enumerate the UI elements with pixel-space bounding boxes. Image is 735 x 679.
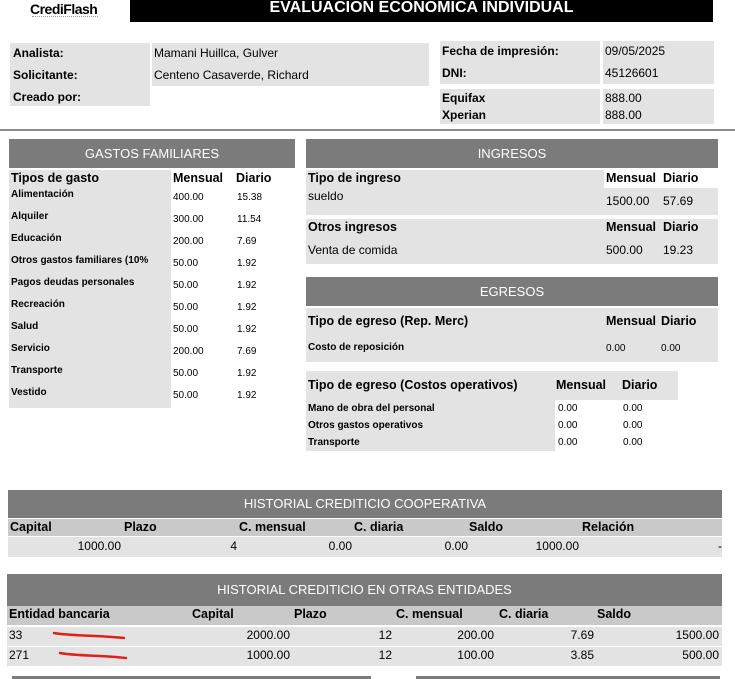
equifax-label: Equifax [442, 91, 486, 105]
egresos-col-tipo: Tipo de egreso (Rep. Merc) [308, 314, 469, 328]
ingresos-col-diario: Diario [663, 171, 699, 185]
gastos-row-tipo: Pagos deudas personales [11, 277, 135, 288]
otros-ingresos-diario: 19.23 [663, 243, 694, 257]
solicitante-value: Centeno Casaverde, Richard [154, 68, 309, 82]
hist-otras-col-header: C. diaria [499, 607, 549, 621]
gastos-row-tipo: Servicio [11, 343, 50, 354]
crediflash-logo: CrediFlash [30, 1, 98, 17]
egresos-col-diario: Diario [661, 314, 697, 328]
dni-value: 45126601 [605, 66, 659, 80]
hist-coop-col-header: C. diaria [354, 520, 404, 534]
costos-op-row-mensual: 0.00 [558, 437, 578, 448]
hist-coop-col-header: Saldo [469, 520, 504, 534]
hist-otras-title: HISTORIAL CREDITICIO EN OTRAS ENTIDADES [7, 574, 722, 606]
gastos-title: GASTOS FAMILIARES [9, 139, 295, 168]
gastos-col-tipo: Tipos de gasto [11, 171, 99, 185]
costos-op-row-diario: 0.00 [623, 403, 643, 414]
hist-otras-cell: 1000.00 [246, 648, 290, 662]
egresos-tipo: Costo de reposición [308, 342, 405, 353]
gastos-row-mensual: 50.00 [173, 258, 199, 269]
gastos-row-mensual: 200.00 [173, 346, 204, 357]
gastos-row-tipo: Alimentación [11, 189, 74, 200]
gastos-row-tipo: Otros gastos familiares (10% [11, 255, 149, 266]
creado-por-label: Creado por: [13, 90, 82, 104]
ingresos-tipo: sueldo [308, 189, 344, 203]
ingresos-title: INGRESOS [306, 139, 718, 168]
fecha-value: 09/05/2025 [605, 44, 666, 58]
costos-op-col-mensual: Mensual [556, 378, 607, 392]
hist-otras-col-header: Plazo [294, 607, 327, 621]
hist-otras-cell: 1500.00 [675, 628, 719, 642]
gastos-row-diario: 1.92 [237, 302, 257, 313]
gastos-row-diario: 1.92 [237, 280, 257, 291]
gastos-row-tipo: Recreación [11, 299, 65, 310]
gastos-row-mensual: 50.00 [173, 280, 199, 291]
hist-coop-cell: 0.00 [328, 539, 352, 553]
costos-op-row-tipo: Otros gastos operativos [308, 420, 424, 431]
hist-otras-entidad: 33 [9, 628, 23, 642]
egresos-mensual: 0.00 [606, 343, 626, 354]
red-underline-mark [60, 653, 126, 658]
hist-coop-col-header: Relación [582, 520, 635, 534]
hist-otras-cell: 12 [378, 648, 392, 662]
analista-label: Analista: [13, 46, 64, 60]
gastos-row-tipo: Salud [11, 321, 39, 332]
hist-coop-title: HISTORIAL CREDITICIO COOPERATIVA [8, 490, 722, 518]
otros-ingresos-mensual: 500.00 [606, 243, 643, 257]
gastos-row-mensual: 50.00 [173, 324, 199, 335]
xperian-value: 888.00 [605, 108, 642, 122]
hist-coop-col-header: Capital [10, 520, 52, 534]
otros-ingresos-tipo: Venta de comida [308, 243, 398, 257]
hist-coop-col-header: C. mensual [239, 520, 306, 534]
ingresos-mensual: 1500.00 [606, 194, 650, 208]
equifax-value: 888.00 [605, 91, 642, 105]
otros-mensual-col: Mensual [606, 220, 657, 234]
hist-coop-cell: 0.00 [444, 539, 468, 553]
egresos-title: EGRESOS [306, 277, 718, 306]
hist-otras-cell: 200.00 [457, 628, 494, 642]
otros-ingresos-col: Otros ingresos [308, 220, 397, 234]
hist-otras-col-header: C. mensual [396, 607, 463, 621]
costos-op-col-tipo: Tipo de egreso (Costos operativos) [308, 378, 518, 392]
hist-otras-cell: 12 [378, 628, 392, 642]
gastos-row-diario: 1.92 [237, 324, 257, 335]
gastos-row-diario: 1.92 [237, 368, 257, 379]
hist-otras-col-header: Capital [192, 607, 234, 621]
gastos-row-tipo: Educación [11, 233, 62, 244]
hist-otras-cell: 3.85 [570, 648, 594, 662]
costos-op-row-mensual: 0.00 [558, 420, 578, 431]
gastos-row-tipo: Transporte [11, 365, 63, 376]
gastos-row-diario: 7.69 [237, 346, 257, 357]
gastos-row-mensual: 400.00 [173, 192, 204, 203]
gastos-row-mensual: 300.00 [173, 214, 204, 225]
costos-op-col-diario: Diario [622, 378, 658, 392]
gastos-row-mensual: 50.00 [173, 390, 199, 401]
gastos-row-mensual: 50.00 [173, 368, 199, 379]
hist-otras-cell: 100.00 [457, 648, 494, 662]
gastos-row-diario: 15.38 [237, 192, 263, 203]
gastos-row-tipo: Alquiler [11, 211, 49, 222]
page-title: EVALUACIÓN ECONÓMICA INDIVIDUAL [130, 0, 713, 22]
hist-otras-entidad: 271 [9, 648, 30, 662]
costos-op-row-diario: 0.00 [623, 437, 643, 448]
gastos-row-diario: 1.92 [237, 390, 257, 401]
hist-otras-col-header: Entidad bancaria [9, 607, 110, 621]
analista-value: Mamani Huillca, Gulver [154, 46, 279, 60]
fecha-label: Fecha de impresión: [442, 44, 559, 58]
hist-otras-col-header: Saldo [597, 607, 632, 621]
xperian-label: Xperian [442, 108, 487, 122]
hist-coop-col-header: Plazo [124, 520, 157, 534]
egresos-diario: 0.00 [661, 343, 681, 354]
costos-op-row-tipo: Transporte [308, 437, 360, 448]
hist-otras-cell: 2000.00 [246, 628, 290, 642]
red-underline-mark [54, 633, 124, 638]
ingresos-col-mensual: Mensual [606, 171, 657, 185]
gastos-row-mensual: 200.00 [173, 236, 204, 247]
solicitante-label: Solicitante: [13, 68, 78, 82]
costos-op-row-tipo: Mano de obra del personal [308, 403, 435, 414]
hist-coop-cell: 1000.00 [535, 539, 579, 553]
hist-coop-cell: 4 [230, 539, 237, 553]
hist-otras-cell: 7.69 [570, 628, 594, 642]
gastos-row-diario: 11.54 [237, 214, 262, 225]
otros-diario-col: Diario [663, 220, 699, 234]
gastos-col-diario: Diario [236, 171, 272, 185]
hist-coop-cell: - [718, 539, 722, 553]
gastos-row-diario: 7.69 [237, 236, 257, 247]
egresos-col-mensual: Mensual [606, 314, 657, 328]
dni-label: DNI: [442, 66, 467, 80]
gastos-row-diario: 1.92 [237, 258, 257, 269]
gastos-row-tipo: Vestido [11, 387, 47, 398]
costos-op-row-mensual: 0.00 [558, 403, 578, 414]
hist-otras-cell: 500.00 [682, 648, 719, 662]
hist-coop-cell: 1000.00 [77, 539, 121, 553]
gastos-col-mensual: Mensual [173, 171, 224, 185]
costos-op-row-diario: 0.00 [623, 420, 643, 431]
gastos-row-mensual: 50.00 [173, 302, 199, 313]
ingresos-diario: 57.69 [663, 194, 694, 208]
ingresos-col-tipo: Tipo de ingreso [308, 171, 401, 185]
